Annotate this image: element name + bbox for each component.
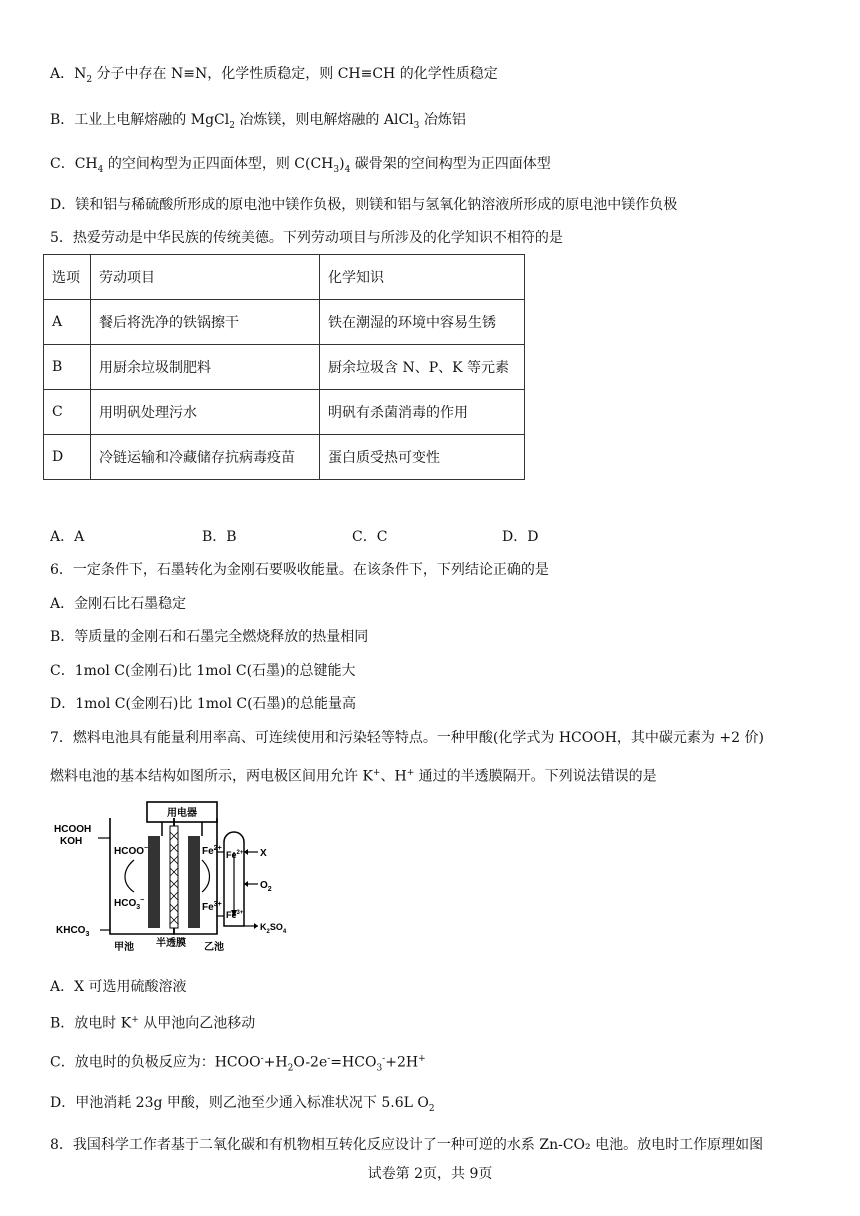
table-header-cell: 选项	[44, 255, 91, 300]
q6-option-b: B．等质量的金刚石和石墨完全燃烧释放的热量相同	[50, 629, 369, 645]
ion-hco3: $HCO_3^-$	[114, 897, 145, 911]
q6-option-d: D．1mol C(金刚石)比 1mol C(石墨)的总能量高	[50, 696, 357, 712]
q5-option-d: D．D	[502, 529, 539, 545]
table-cell: 用明矾处理污水	[91, 390, 320, 435]
arrow-fe	[202, 860, 210, 892]
label-jia: 甲池	[114, 942, 134, 953]
membrane	[170, 826, 178, 928]
table-row	[44, 300, 525, 345]
table-cell: C	[44, 390, 91, 435]
q5-option-a: A．A	[50, 529, 85, 545]
input-hcooh: HCOOH	[54, 824, 92, 835]
ion-fe2: $Fe^{2+}$	[202, 845, 222, 857]
table-cell: 蛋白质受热可变性	[320, 435, 525, 480]
q7-stem-line1: 7．燃料电池具有能量利用率高、可连续使用和污染轻等特点。一种甲酸(化学式为 HCOOH，其中碳元素为 +2 价)	[50, 730, 764, 746]
q8-stem: 8．我国科学工作者基于二氧化碳和有机物相互转化反应设计了一种可逆的水系 Zn-CO₂ 电池。放电时工作原理如图	[50, 1137, 764, 1153]
device-label: 用电器	[167, 808, 197, 819]
table-cell: 冷链运输和冷藏储存抗病毒疫苗	[91, 435, 320, 480]
q7-option-d: D．甲池消耗 23g 甲酸，则乙池至少通入标准状况下 5.6L $O_2$	[50, 1095, 435, 1114]
table-cell: B	[44, 345, 91, 390]
table-cell: 铁在潮湿的环境中容易生锈	[320, 300, 525, 345]
table-row	[44, 390, 525, 435]
q5-stem: 5．热爱劳动是中华民族的传统美德。下列劳动项目与所涉及的化学知识不相符的是	[50, 230, 563, 246]
anode-electrode	[148, 836, 160, 928]
q6-option-a: A．金刚石比石墨稳定	[50, 596, 187, 612]
table-row	[44, 435, 525, 480]
cathode-electrode	[188, 836, 200, 928]
option-a-prev: A．$N_2$ 分子中存在 N≡N，化学性质稳定，则 CH≡CH 的化学性质稳定	[50, 66, 498, 85]
regen-fe3: $Fe^{3+}$	[226, 910, 244, 920]
option-c-prev: C．$CH_4$ 的空间构型为正四面体型，则 $C(CH_3)_4$ 碳骨架的空间构型为正四面体型	[50, 156, 551, 175]
jia-cell	[110, 818, 174, 934]
arrow-hcoo	[125, 860, 134, 892]
label-o2: $O_2$	[260, 880, 272, 893]
q6-option-c: C．1mol C(金刚石)比 1mol C(石墨)的总键能大	[50, 663, 356, 679]
page-footer: 试卷第 2页，共 9页	[367, 1166, 493, 1182]
table-row	[44, 345, 525, 390]
q7-option-b: B．放电时 K+ 从甲池向乙池移动	[50, 1015, 256, 1032]
input-koh: KOH	[60, 836, 83, 847]
q5-option-c: C．C	[352, 529, 388, 545]
output-khco3: $KHCO_3$	[56, 925, 90, 938]
ion-fe3: $Fe^{3+}$	[202, 901, 222, 913]
ion-hcoo: HCOO−	[114, 845, 149, 857]
label-x: X	[260, 848, 267, 859]
q5-table	[43, 254, 525, 480]
table-cell: 餐后将洗净的铁锅擦干	[91, 300, 320, 345]
option-d-prev: D．镁和铝与稀硫酸所形成的原电池中镁作负极，则镁和铝与氢氧化钠溶液所形成的原电池中镁作负极	[50, 197, 678, 213]
label-yi: 乙池	[204, 942, 224, 953]
table-cell: D	[44, 435, 91, 480]
table-cell: A	[44, 300, 91, 345]
label-k2so4: $K_2SO_4$	[260, 922, 287, 935]
table-cell: 明矾有杀菌消毒的作用	[320, 390, 525, 435]
q7-option-a: A．X 可选用硫酸溶液	[50, 979, 187, 995]
regen-fe2: $Fe^{2+}$	[226, 850, 244, 860]
option-b-prev: B．工业上电解熔融的 MgCl$_2$ 冶炼镁，则电解熔融的 AlCl$_3$ 冶炼铝	[50, 112, 466, 131]
fuel-cell-diagram	[52, 796, 287, 956]
table-cell: 厨余垃圾含 N、P、K 等元素	[320, 345, 525, 390]
q7-option-c: C．放电时的负极反应为：$HCOO^-+H_2O-2e^-=HCO_3^-+2H^+$	[50, 1054, 426, 1074]
label-membrane: 半透膜	[156, 938, 186, 949]
table-cell: 用厨余垃圾制肥料	[91, 345, 320, 390]
table-header-row	[44, 255, 525, 300]
q6-stem: 6．一定条件下，石墨转化为金刚石要吸收能量。在该条件下，下列结论正确的是	[50, 562, 549, 578]
q7-stem-line2: 燃料电池的基本结构如图所示，两电极区间用允许 K+、H+ 通过的半透膜隔开。下列说法错误的是	[50, 768, 657, 785]
q5-option-b: B．B	[202, 529, 237, 545]
table-header-cell: 劳动项目	[91, 255, 320, 300]
table-header-cell: 化学知识	[320, 255, 525, 300]
